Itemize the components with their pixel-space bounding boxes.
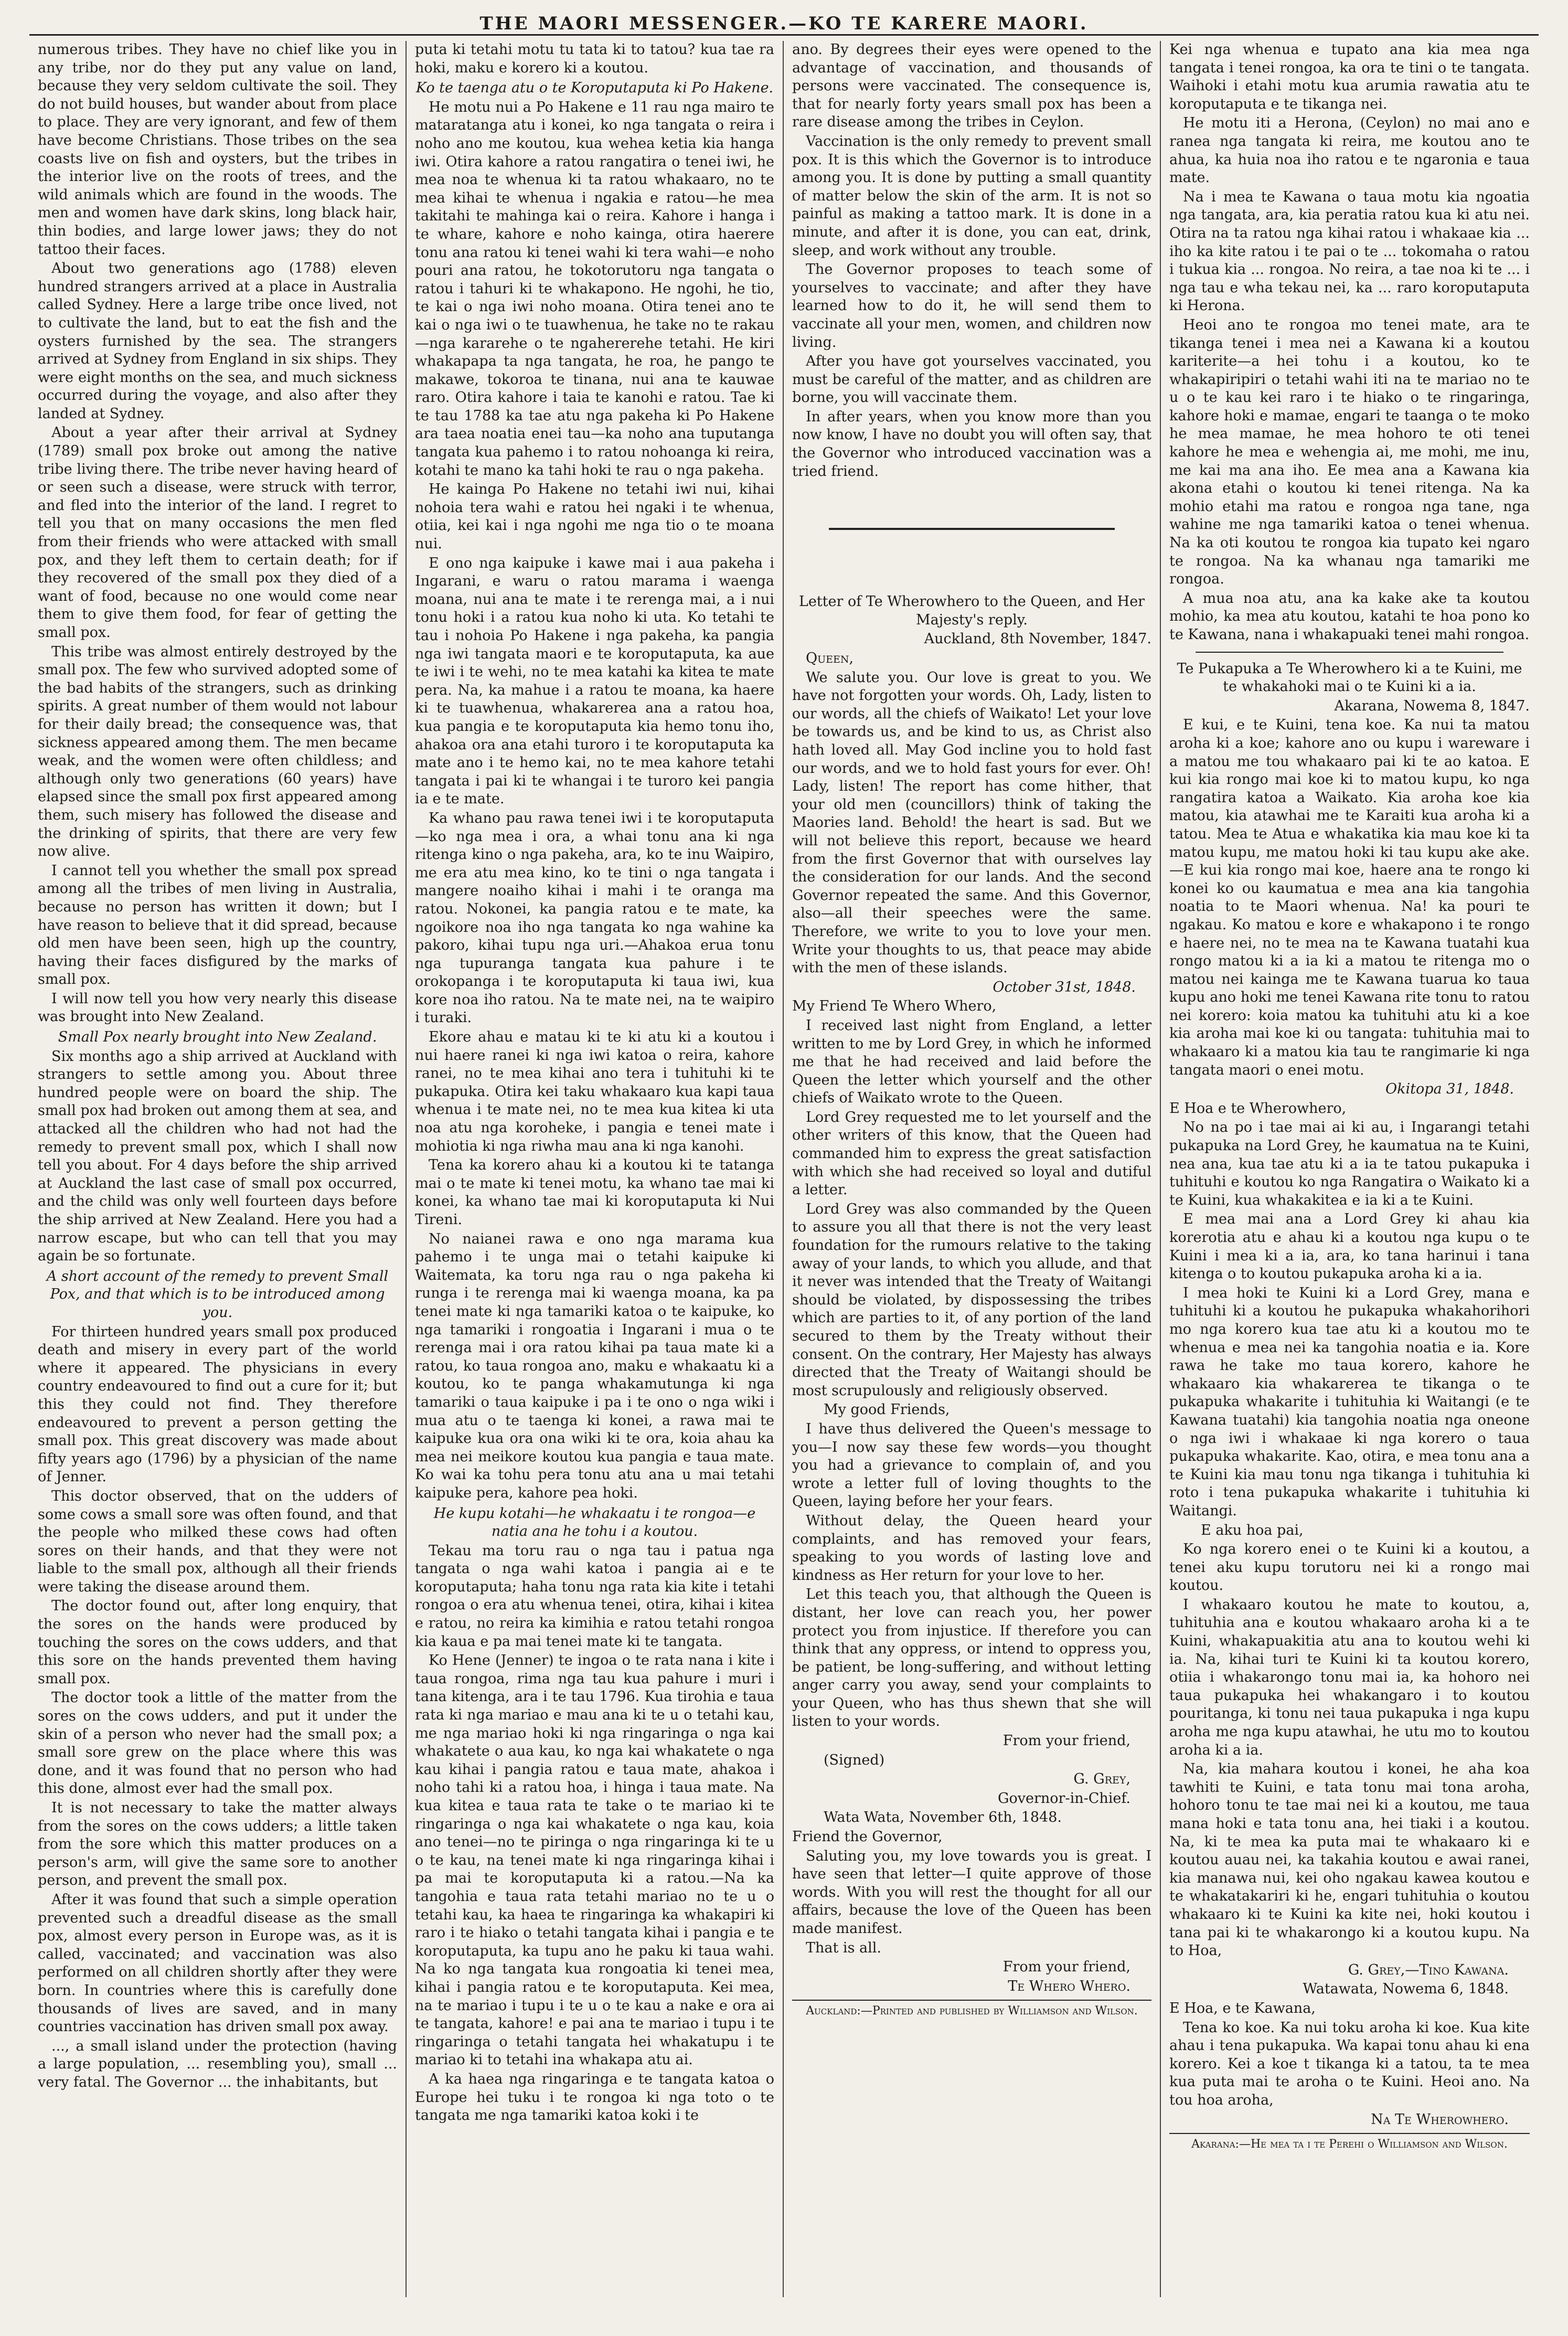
paragraph: The doctor found out, after long enquiry, that the sores on the hands were produced by touching the sores on the cows udders, and that this sore on the hands prevented them having small pox. bbox=[38, 1598, 397, 1687]
paragraph: He motu nui a Po Hakene e 11 rau nga mairo te mataratanga atu i konei, ko nga tangata o reira i noho ano me koutou, kua wehea ketia kia hanga iwi. Otira kahore a ratou rangatira o tenei iwi, he mea noa te whenua ki ta ratou whakaaro, no te mea kihai te whenua i ngakia e ratou—he mea takitahi te mahinga kai o reira. Kahore i hanga i te whare, kahore e noho kainga, otira haerere tonu ana ratou ki tenei wahi ki tera wahi—e noho pouri ana ratou, he tokotorutoru nga tangata o ratou i tahuri ki te whakapono. He ngohi, he tio, te kai o nga iwi noho moana. Otira tenei ano te kai o nga iwi o te tuawhenua, he take no te rakau—nga kararehe o te ngahererehe tetahi. He kiri whakapapa ta nga tangata, he roa, he pango te makawe, tokoroa te tinana, nui ana te kauwae raro. Otira kahore i taia te kanohi e ratou. Tae ki te tau 1788 ka tae atu nga pakeha ki Po Hakene ara taea noatia enei tau—ka noho ana tuputanga tangata kua pahemo i to ratou nohoanga ki reira, kotahi te mano ka tahi hoki te rau o nga pakeha. bbox=[415, 99, 774, 479]
paragraph: Lord Grey was also commanded by the Queen to assure you all that there is not the very least foundation for the rumours relative to the taking away of your lands, to which you allude, and that it never was intended that the Treaty of Waitangi should be violated, by dispossessing the tribes which are parties to it, of any portion of the land secured to them by the Treaty without their consent. On the contrary, Her Majesty has always directed that the Treaty of Waitangi should be most scrupulously and religiously observed. bbox=[792, 1201, 1151, 1399]
paragraph: numerous tribes. They have no chief like you in any tribe, nor do they put any value on land, because they very seldom cultivate the soil. They do not build houses, but wander about from place to place. They are very ignorant, and few of them have become Christians. Those tribes on the sea coasts live on fish and oysters, but the tribes in the interior live on the roots of trees, and the wild animals which are found in the woods. The men and women have dark skins, long black hair, thin bodies, and large lower jaws; they do not tattoo their faces. bbox=[38, 41, 397, 258]
paragraph: This doctor observed, that on the udders of some cows a small sore was often found, and that the people who milked these cows had often sores on their hands, and that they were not liable to the small pox, although all their friends were taking the disease around them. bbox=[38, 1488, 397, 1595]
paragraph: I cannot tell you whether the small pox spread among all the tribes of men living in Australia, because no person has written it down; but I have reason to believe that it did spread, because old men have been seen, high up the country, having their faces disfigured by the marks of small pox. bbox=[38, 862, 397, 988]
paragraph: It is not necessary to take the matter always from the sores on the cows udders; a little taken from the sore which this matter produces on a person's arm, will give the same sore to another person, and prevent the small pox. bbox=[38, 1800, 397, 1889]
signature: Na Te Wherowhero. bbox=[1371, 2111, 1509, 2128]
column-english-letters bbox=[784, 41, 1161, 2297]
letter-body: E kui, e te Kuini, tena koe. Ka nui ta matou aroha ki a koe; kahore ano ou kupu i wareware i a matou me tou whakaaro pai ki te ao katoa. E kui kia rongo mai koe ki to matou kupu, ko nga rangatira katoa a Waikato. Kia aroha koe kia matou, kia atawhai me te Karaiti kua aroha ki a tatou. Mea te Atua e whakatika kia mau koe ki ta matou kupu, me matou hoki ki tau kupu ake ake.—E kui kia rongo mai koe, haere ana te rongo ki konei ko ou kaumatua e mea ana kia tangohia noatia to te Maori whenua. Na! ka pouri te ngakau. Ko matou e kore e whakapono i te rongo e haere nei, no te mea na te Kawana tuatahi kua rongo matou ki a ia ki a matou te ritenga mo o matou nei kainga me te Kawana tuarua ko taua kupu ano hoki me tenei Kawana rite tonu to ratou nei korero: koia matou ka tuhituhi atu ki a koe kia aroha mai koe ki ou tangata: tuhituhia mai to whakaaro ki a matou kia tau te rangimarie ki nga tangata maori o enei motu. bbox=[1169, 717, 1530, 1078]
letter-date: Watawata, Nowema 6, 1848. bbox=[1303, 1981, 1509, 1998]
paragraph: No na po i tae mai ai ki au, i Ingarangi tetahi pukapuka na Lord Grey, he kaumatua na te Kuini, nea ana, kua tae atu ki a ia te tatou pukapuka i tuhituhi e koutou ko nga Rangatira o Waikato ki a te Kuini, kua whakakitea e ia ki a te Kuini. bbox=[1169, 1119, 1530, 1208]
section-heading: He kupu kotahi—he whakaatu i te rongoa—e natia ana he tohu i a koutou. bbox=[433, 1505, 756, 1540]
imprint: Auckland:—Printed and published by Williamson and Wilson. bbox=[792, 2000, 1151, 2019]
signature: G. Grey, bbox=[1073, 1771, 1130, 1788]
paragraph: After it was found that such a simple operation prevented such a dreadful disease as the small pox, almost every person in Europe was, as it is called, vaccinated; and vaccination was also performed on all children shortly after they were born. In countries where this is carefully done thousands of lives are saved, and in many countries vaccination has driven small pox away. bbox=[38, 1891, 397, 2035]
paragraph: Without delay, the Queen heard your complaints, and has removed your fears, speaking to you words of lasting love and kindness as Her return for your love to her. bbox=[792, 1512, 1151, 1584]
paragraph: puta ki tetahi motu tu tata ki to tatou? kua tae ra hoki, maku e korero ki a koutou. bbox=[415, 41, 774, 76]
paragraph: Kei nga whenua e tupato ana kia mea nga tangata i tenei rongoa, ka ora te tini o te tangata. Waihoki i etahi motu kua arumia rawatia atu te koroputaputa e te tikanga nei. bbox=[1169, 41, 1530, 112]
masthead: THE MAORI MESSENGER.—KO TE KARERE MAORI. bbox=[29, 12, 1539, 36]
paragraph: Lord Grey requested me to let yourself and the other writers of this know, that the Queen had commanded him to express the great satisfaction with which she had received so loyal and dutiful a letter. bbox=[792, 1109, 1151, 1198]
paragraph: Let this teach you, that although the Queen is distant, her love can reach you, her power protect you from injustice. If therefore you can think that any oppress, or intend to oppress you, be patient, be long-suffering, and without letting anger carry you away, send your complaints to your Queen, who has thus shewn that she will listen to your words. bbox=[792, 1586, 1151, 1730]
paragraph: I have thus delivered the Queen's message to you—I now say these few words—you thought you had a grievance to complain of, and you wrote a letter full of loving thoughts to the Queen, laying before her your fears. bbox=[792, 1420, 1151, 1510]
letter-body: We salute you. Our love is great to you. We have not forgotten your words. Oh, Lady, listen to our words, all the chiefs of Waikato! Let your love be towards us, and be kind to us, as Christ also hath loved all. May God incline you to hold fast our words, and we to hold fast yours for ever. Oh! Lady, listen! The report has come hither, that your old men (councillors) think of taking the Maories land. Behold! the heart is sad. But we will not believe this report, because we heard from the first Governor that with ourselves lay the consideration for our lands. And the second Governor repeated the same. And this Governor, also—all their speeches were the same. Therefore, we write to you to love your men. Write your thoughts to us, that peace may abide with the men of these islands. bbox=[792, 669, 1151, 976]
paragraph: Ka whano pau rawa tenei iwi i te koroputaputa—ko nga mea i ora, a whai tonu ana ki nga ritenga kino o nga pakeha, ara, ko te inu Waipiro, me era atu mea kino, ko te tini o nga tangata i mangere noaiho kihai i mahi i te oranga ma ratou. Nokonei, ka pangia ratou e te mate, ka ngoikore noa iho nga tangata ko nga wahine ka pakoro, kihai tupu nga uri.—Ahakoa erua tonu nga tupuranga tangata kua pahure i te orokopanga i te koroputaputa ki taua iwi, kua kore noa iho ratou. Na te mate nei, na te waipiro i turaki. bbox=[415, 810, 774, 1026]
signed-label: (Signed) bbox=[824, 1751, 885, 1768]
paragraph: I mea hoki te Kuini ki a Lord Grey, mana e tuhituhi ki a koutou he pukapuka whakahorihori mo nga korero kua tae atu ki a koutou mo te whenua e mea nei ka tangohia noatia e ia. Kore rawa he take mo taua korero, kahore he whakaaro kia whakarerea te tikanga o te pukapuka whakarite i tuhituhia ki Waitangi (e te Kawana tuatahi) kia tangohia noatia nga oneone o nga iwi i whakaae ki nga korero o taua pukapuka whakarite. Kao, otira, e mea tonu ana a te Kuini kia mau tonu nga tikanga i tuhituhia ki roto i tena pukapuka whakarite i tuhituhia ki Waitangi. bbox=[1169, 1284, 1530, 1519]
paragraph: Na, kia mahara koutou i konei, he aha koa tawhiti te Kuini, e tata tonu mai tona aroha, hohoro tonu te tae mai nei ki a koutou, me taua mana hoki e tata tonu ana, hei tiaki i a koutou. Na, ki te mea ka puta mai te whakaaro ki e koutou auau nei, ka takahia koutou e awai ranei, kia manawa nui, kei oho ngakau kawea koutou e te whakatakariri ki he, engari tuhituhia o koutou whakaaro ki te Kuini ka kite nei, hoki koutou i tana pai ki te whakarongo ki a koutou kupu. Na to Hoa, bbox=[1169, 1761, 1530, 1959]
signature-title: Governor-in-Chief. bbox=[997, 1790, 1130, 1807]
letter-date: Akarana, Nowema 8, 1847. bbox=[1334, 697, 1530, 714]
paragraph: About two generations ago (1788) eleven hundred strangers arrived at a place in Australia called Sydney. Here a large tribe once lived, not to cultivate the land, but to eat the fish and the oysters furnished by the sea. The strangers arrived at Sydney from England in six ships. They were eight months on the sea, and much sickness occurred during the voyage, and also after they landed at Sydney. bbox=[38, 260, 397, 422]
letter-greeting: E Hoa, e te Kawana, bbox=[1169, 2000, 1316, 2016]
reply-date: October 31st, 1848. bbox=[993, 979, 1136, 995]
paragraph: E mea mai ana a Lord Grey ki ahau kia korerotia atu e ahau ki a koutou nga kupu o te Kuini i mea ki a ia, ara, ko tana harinui i tana kitenga o to koutou pukapuka aroha ki a ia. bbox=[1169, 1211, 1530, 1282]
letter-greeting: Friend the Governor, bbox=[792, 1829, 943, 1845]
letter-title: Te Pukapuka a Te Wherowhero ki a te Kuini, me te whakahoki mai o te Kuini ki a ia. bbox=[1177, 660, 1522, 695]
paragraph: No naianei rawa e ono nga marama kua pahemo i te unga mai o tetahi kaipuke ki Waitemata, ka toru nga rau o nga pakeha ki runga i te rerenga mai ki waenga moana, ka pa tenei mate ki nga tamariki katoa o te kaipuke, ko nga tamariki i rongoatia i Ingarani i mua o te rerenga mai i ora ratou kihai pa taua mate ki a ratou, ko taua rongoa ano, maku e whakaatu ki a koutou, ko te panga whakamutunga ki nga tamariki o taua kaipuke i pa i te ono o nga wiki i mua atu o te taenga ki konei, a rawa mai te kaipuke kua ora ona wiki ki te ora, koia ahau ka mea nei meikore koutou kua pangia e taua mate. Ko wai ka tohu pera tonu atu ana u mai tetahi kaipuke pera, kahore pea hoki. bbox=[415, 1230, 774, 1501]
column-maori-smallpox bbox=[407, 41, 784, 2297]
paragraph: Na i mea te Kawana o taua motu kia ngoatia nga tangata, ara, kia peratia ratou kua ki atu nei. Otira na ta ratou nga kihai ratou i whakaae kia ... iho ka kite ratou i te pai o te ... tokomaha o ratou i tukua kia ... rongoa. No reira, a tae noa ki te ... i nga tau e wha tekau nei, ka ... raro koroputaputa ki Herona. bbox=[1169, 188, 1530, 314]
letter-salutation: Queen, bbox=[806, 650, 854, 667]
paragraph: The Governor proposes to teach some of yourselves to vaccinate; and after they have learned how to do it, he will send them to vaccinate all your men, women, and children now living. bbox=[792, 261, 1151, 351]
paragraph: He kainga Po Hakene no tetahi iwi nui, kihai nohoia tera wahi e ratou hei ngaki i te whenua, otiia, kei kai i nga ngohi me nga tio o te moana nui. bbox=[415, 481, 774, 553]
paragraph: That is all. bbox=[806, 1939, 881, 1956]
paragraph: A mua noa atu, ana ka kake ake ta koutou mohio, ka mea atu koutou, katahi te hoa pono ko te Kawana, nana i whakapuaki tenei mahi rongoa. bbox=[1169, 590, 1530, 643]
section-divider bbox=[829, 528, 1115, 530]
paragraph: After you have got yourselves vaccinated, you must be careful of the matter, and as children are borne, you will vaccinate them. bbox=[792, 353, 1151, 406]
paragraph: Ko nga korero enei o te Kuini ki a koutou, a tenei aku kupu torutoru nei ki a rongo mai koutou. bbox=[1169, 1541, 1530, 1594]
letter-title: Letter of Te Wherowhero to the Queen, and Her Majesty's reply. bbox=[798, 593, 1145, 628]
signature: G. Grey,—Tino Kawana. bbox=[1348, 1961, 1509, 1978]
paragraph: The doctor took a little of the matter from the sores on the cows udders, and put it under the skin of a person who never had the small pox; a small sore grew on the place where this was done, and it was found that no person who had this done, almost ever had the small pox. bbox=[38, 1690, 397, 1797]
closing: From your friend, bbox=[1002, 1733, 1130, 1749]
imprint: Akarana:—He mea ta i te Perehi o Williamson and Wilson. bbox=[1169, 2133, 1530, 2152]
paragraph: I received last night from England, a letter written to me by Lord Grey, in which he informed me that he had received and laid before the Queen the letter which yourself and the other chiefs of Waikato wrote to the Queen. bbox=[792, 1017, 1151, 1107]
letter-date: Wata Wata, November 6th, 1848. bbox=[824, 1809, 1062, 1826]
paragraph: About a year after their arrival at Sydney (1789) small pox broke out among the native tribe living there. The tribe never having heard of or seen such a disease, were struck with terror, and fled into the interior of the land. I regret to tell you that on many occasions the men fled from their friends who were attacked with small pox, and they left them to certain death; for if they recovered of the small pox they died of a want of food, because no one would come near them to give them food, for fear of getting the small pox. bbox=[38, 424, 397, 641]
reply-greeting: E Hoa e te Wherowhero, bbox=[1169, 1100, 1347, 1117]
paragraph: Heoi ano te rongoa mo tenei mate, ara te tikanga tenei i mea nei a Kawana ki a koutou kariterite—a hei tohu i a koutou, ko te whakapiripiri o tetahi wahi iti na te mariao no te u o te kau kei raro i te hiako o te ringaringa, kahore hoki e mamae, engari te taanga o te moko he mea mamae, he mea hohoro te oti tenei kahore he mea e wehengia ai, me mohi, me inu, me kai ma ana iho. Ee mea ana a Kawana kia akona etahi o koutou ki tenei ritenga. Na ka mohio etahi ma ratou e rongoa nga tane, nga wahine me nga tamariki katoa o tenei whenua. Na ka oti koutou te rongoa kia tupato kei ngaro te rongoa. Na ka whanau nga tamariki me rongoa. bbox=[1169, 316, 1530, 588]
paragraph: Tena ka korero ahau ki a koutou ki te tatanga mai o te mate ki tenei motu, ka whano tae mai ki konei, ka whano tae mai ki koroputaputa ki Nui Tireni. bbox=[415, 1157, 774, 1228]
paragraph: Saluting you, my love towards you is great. I have seen that letter—I quite approve of those words. With you will rest the thought for all our affairs, because the love of the Queen has been made manifest. bbox=[792, 1847, 1151, 1937]
section-heading: A short account of the remedy to prevent Small Pox, and that which is to be introduced among you. bbox=[46, 1268, 389, 1321]
paragraph: Ko Hene (Jenner) te ingoa o te rata nana i kite i taua rongoa, rima nga tau kua pahure i muri i tana kitenga, ara i te tau 1796. Kua tirohia e taua rata ki nga mariao e mau ana ki te u o tetahi kau, me nga mariao hoki ki nga ringaringa o nga kai whakatete o aua kau, ko nga kai whakatete o nga kau kihai i pangia ratou e taua mate, ahakoa i noho tahi ki a ratou hoa, i hinga i taua mate. Na kua kitea e taua rata te take o te mariao ki te ringaringa o nga kai whakatete o nga kau, koia ano tenei—no te piringa o nga ringaringa ki te u o te kau, na tenei mate ki nga ringaringa kihai i pa mai te koroputaputa ki a ratou.—Na ka tangohia e taua rata tetahi mariao no te u o tetahi kau, ka haea te ringaringa ka whakapiri ki raro i te hiako o tetahi tangata kihai i pangia e te koroputaputa, ka tupu ano he paku ki taua wahi. Na ko nga tangata kua rongoatia ki tenei mea, kihai i pangia ratou e te koroputaputa. Kei mea, na te mariao i tupu i te u o te kau a nake e ora ai te tangata, kahore! e pai ana te mariao i tupu i te ringaringa o tetahi tangata hei whakatupu i te mariao ki to tetahi ina whakapa atu ai. bbox=[415, 1652, 774, 2068]
reply-date: Okitopa 31, 1848. bbox=[1385, 1081, 1514, 1098]
signature: Te Whero Whero. bbox=[1008, 1978, 1130, 1994]
paragraph: I will now tell you how very nearly this disease was brought into New Zealand. bbox=[38, 990, 397, 1025]
columns bbox=[29, 41, 1539, 2297]
paragraph: ano. By degrees their eyes were opened to the advantage of vaccination, and thousands of persons were vaccinated. The consequence is, that for nearly forty years small pox has been a rare disease among the tribes in Ceylon. bbox=[792, 41, 1151, 131]
column-english-smallpox bbox=[29, 41, 407, 2297]
paragraph: Tekau ma toru rau o nga tau i patua nga tangata o nga wahi katoa i pangia ai e te koroputaputa; haha tonu nga rata kia kite i tetahi rongoa o era atu whenua tenei, otira, kihai i kitea e ratou, no reira ka kimihia e ratou tetahi rongoa kia kaua e pa mai tenei mate ki te tangata. bbox=[415, 1542, 774, 1650]
paragraph: ..., a small island under the protection (having a large population, ... resembling you), small ... very fatal. The Governor ... the inhabitants, but bbox=[38, 2037, 397, 2090]
paragraph: Ekore ahau e matau ki te ki atu ki a koutou i nui haere ranei ki nga iwi katoa o reira, kahore ranei, no te mea kihai ano tera i tuhituhi ki te pukapuka. Otira kei taku whakaaro kua kapi taua whenua i te mate nei, no te mea kua kitea ki uta noa atu nga koroheke, i pangia e tenei mate i mohiotia ki nga riwha mau ana ki nga kanohi. bbox=[415, 1029, 774, 1154]
paragraph: I whakaaro koutou he mate to koutou, a, tuhituhia ana e koutou whakaaro aroha ki a te Kuini, whakapuakitia atu ana to koutou wehi ki ia. Na, kihai turi te Kuini ki ta koutou korero, otiia i whakarongo tonu mai ia, ka hohoro nei taua pukapuka hei whakangaro i to koutou pouritanga, ki tonu nei taua pukapuka i nga kupu aroha me nga kupu atawhai, he utu mo to koutou aroha ki a ia. bbox=[1169, 1596, 1530, 1758]
paragraph: E ono nga kaipuke i kawe mai i aua pakeha i Ingarani, e waru o ratou marama i waenga moana, nui ana te mate i te rerenga mai, a i nui tonu hoki i a ratou kua noho ki uta. Ko tetahi te tau i nohoia Po Hakene i nga pakeha, ka pangia nga iwi tangata maori e te koroputaputa, ka aue te iwi i te wehi, no te mea katahi ka kitea te mate pera. Na, ka mahue i a ratou te moana, ka haere ki te tuawhenua, whakarerea ana a ratou hoa, kua pangia e te koroputaputa kia hemo tonu iho, ahakoa ora ana etahi turoro i te koroputaputa ka mate ano i te hemo kai, no te mea kahore tetahi tangata i pai ki te whangai i te turoro kei pangia ia e te mate. bbox=[415, 555, 774, 808]
paragraph: A ka haea nga ringaringa e te tangata katoa o Europe hei tuku i te rongoa ki nga toto o te tangata me nga tamariki katoa koki i te bbox=[415, 2070, 774, 2124]
paragraph: He motu iti a Herona, (Ceylon) no mai ano e ranea nga tangata ki reira, me koutou ano te ahua, ka huia noa iho ratou e te ngaronia e taua mate. bbox=[1169, 115, 1530, 186]
reply-greeting: My good Friends, bbox=[824, 1401, 950, 1418]
closing: From your friend, bbox=[1002, 1959, 1130, 1976]
section-heading: Small Pox nearly brought into New Zealand. bbox=[58, 1029, 377, 1046]
letter-date: Auckland, 8th November, 1847. bbox=[924, 631, 1151, 647]
paragraph: Six months ago a ship arrived at Auckland with strangers to settle among you. About three hundred people were on board the ship. The small pox had broken out among them at sea, and attacked all the children who had not had the remedy to prevent small pox, which I shall now tell you about. For 4 days before the ship arrived at Auckland the last case of small pox occurred, and the child was only well fourteen days before the ship arrived at New Zealand. Here you had a narrow escape, but who can tell that you may again be so fortunate. bbox=[38, 1048, 397, 1265]
paragraph: Vaccination is the only remedy to prevent small pox. It is this which the Governor is to introduce among you. It is done by putting a small quantity of matter below the skin of the arm. It is not so painful as making a tattoo mark. It is done in a minute, and after it is done, you can eat, drink, sleep, and work without any trouble. bbox=[792, 133, 1151, 259]
paragraph: Tena ko koe. Ka nui toku aroha ki koe. Kua kite ahau i tena pukapuka. Wa kapai tonu ahau ki ena korero. Kei a koe t tikanga ki a tatou, ta te mea kua puta mai te aroha o te Kuini. Heoi ano. Na tou hoa aroha, bbox=[1169, 2019, 1530, 2108]
paragraph: For thirteen hundred years small pox produced death and misery in every part of the world where it appeared. The physicians in every country endeavoured to find out a cure for it; but this they could not find. They therefore endeavoured to prevent a person getting the small pox. This great discovery was made about fifty years ago (1796) by a physician of the name of Jenner. bbox=[38, 1323, 397, 1485]
column-maori-letters bbox=[1161, 41, 1538, 2297]
section-heading: Ko te taenga atu o te Koroputaputa ki Po Hakene. bbox=[415, 80, 774, 97]
paragraph: In after years, when you know more than you now know, I have no doubt you will often say, that the Governor who introduced vaccination was a tried friend. bbox=[792, 408, 1151, 480]
reply-greeting: My Friend Te Whero Whero, bbox=[792, 998, 997, 1015]
paragraph: This tribe was almost entirely destroyed by the small pox. The few who survived adopted some of the bad habits of the strangers, such as drinking spirits. A great number of them would not labour for their daily bread; the consequence was, that sickness appeared among them. The men became weak, and the women were often childless; and although only two generations (60 years) have elapsed since the small pox first appeared among them, such misery has followed the disease and the drinking of spirits, that there are very few now alive. bbox=[38, 643, 397, 860]
section-divider bbox=[1196, 652, 1503, 653]
reply-greeting: E aku hoa pai, bbox=[1201, 1522, 1304, 1538]
